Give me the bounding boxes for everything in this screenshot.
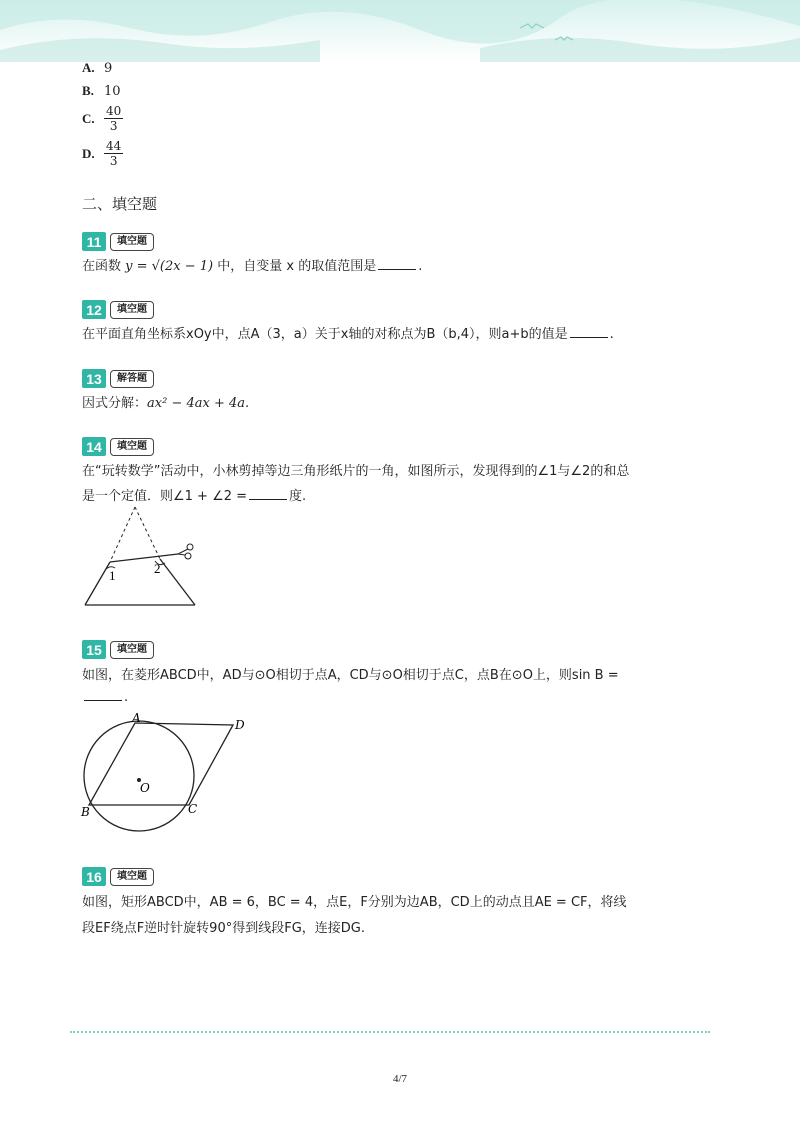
question-13-text: 因式分解：ax² − 4ax + 4a.	[82, 396, 250, 411]
question-number: 14	[82, 437, 106, 456]
figure-14-triangle	[80, 505, 210, 610]
choice-a: A. 9	[82, 60, 113, 76]
scissors-icon	[178, 544, 193, 559]
question-number: 16	[82, 867, 106, 886]
label-a: A	[132, 711, 141, 725]
question-16-text-line1: 如图，矩形ABCD中，AB = 6，BC = 4，点E，F分别为边AB，CD上的动点且AE = CF，将线	[82, 895, 627, 910]
question-type-badge: 填空题	[110, 868, 154, 886]
fraction: $\frac{44}{3}$	[106, 139, 122, 168]
choice-d: D. $\frac{44}{3}$	[82, 139, 122, 168]
section-title: 二、填空题	[82, 195, 158, 213]
question-number: 13	[82, 369, 106, 388]
question-13-header	[82, 369, 154, 388]
question-number: 11	[82, 232, 106, 251]
question-16-header	[82, 867, 154, 886]
circle-o	[84, 721, 194, 831]
answer-blank[interactable]	[249, 499, 287, 500]
figure-15-rhombus-circle	[78, 708, 258, 843]
answer-blank[interactable]	[570, 337, 608, 338]
label-c: C	[188, 802, 198, 816]
question-14-header	[82, 437, 154, 456]
page-number: 4/7	[392, 1073, 408, 1085]
fraction: $\frac{40}{3}$	[106, 104, 122, 133]
answer-blank[interactable]	[378, 269, 416, 270]
question-type-badge: 填空题	[110, 641, 154, 659]
triangle-edge	[160, 559, 195, 605]
question-type-badge: 填空题	[110, 438, 154, 456]
angle-1-label: 1	[109, 568, 116, 583]
question-15-text-line2: .	[82, 690, 128, 705]
header-decoration	[0, 0, 800, 62]
question-12-header	[82, 300, 154, 319]
question-11-header	[82, 232, 154, 251]
dashed-edge	[135, 507, 160, 559]
label-b: B	[81, 805, 90, 819]
angle-2-label: 2	[154, 561, 161, 576]
label-d: D	[235, 718, 245, 732]
question-15-text-line1: 如图，在菱形ABCD中，AD与⊙O相切于点A，CD与⊙O相切于点C，点B在⊙O上，则sin B =	[82, 668, 619, 683]
choice-b: B. 10	[82, 83, 121, 99]
rhombus-abcd	[89, 723, 233, 805]
question-15-header	[82, 640, 154, 659]
question-12-text: 在平面直角坐标系xOy中，点A（3，a）关于x轴的对称点为B（b,4），则a+b的值是 .	[82, 327, 614, 342]
choice-c: C. $\frac{40}{3}$	[82, 104, 122, 133]
question-14-text-line2: 是一个定值．则∠1 + ∠2 = 度.	[82, 489, 307, 504]
question-16-text-line2: 段EF绕点F逆时针旋转90°得到线段FG，连接DG.	[82, 921, 365, 936]
question-number: 12	[82, 300, 106, 319]
answer-blank[interactable]	[84, 700, 122, 701]
question-type-badge: 填空题	[110, 233, 154, 251]
question-type-badge: 解答题	[110, 370, 154, 388]
question-number: 15	[82, 640, 106, 659]
label-o: O	[140, 781, 150, 795]
footer-divider	[70, 1031, 710, 1033]
dashed-edge	[110, 507, 135, 562]
cut-line	[110, 554, 178, 562]
question-type-badge: 填空题	[110, 301, 154, 319]
question-14-text-line1: 在“玩转数学”活动中，小林剪掉等边三角形纸片的一角，如图所示，发现得到的∠1与∠2的和总	[82, 464, 630, 479]
question-11-text: 在函数 y = √(2x − 1) 中，自变量 x 的取值范围是 .	[82, 259, 423, 274]
